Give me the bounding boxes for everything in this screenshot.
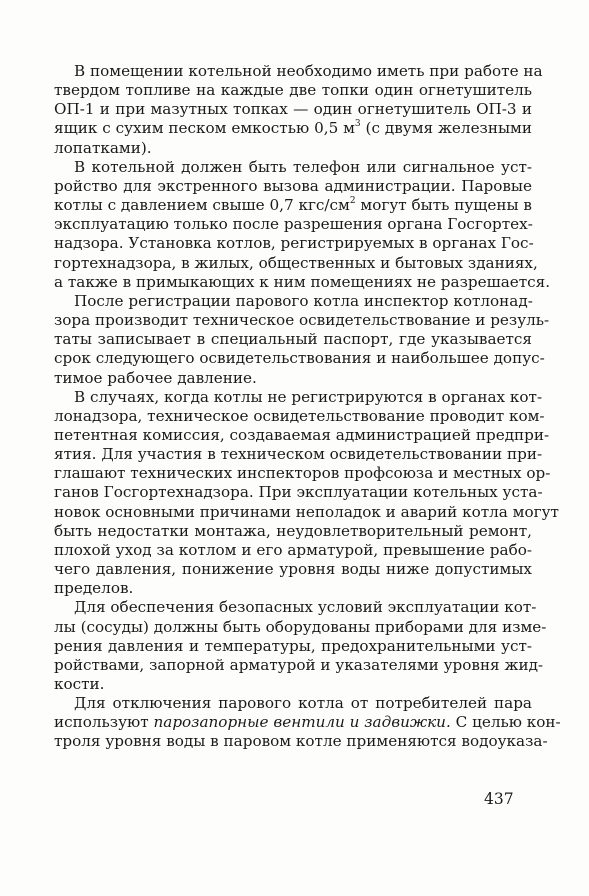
page-number: 437 [484, 790, 514, 808]
text-line: В случаях, когда котлы не регистрируются в органах кот- [74, 387, 543, 406]
text-line: троля уровня воды в паровом котле применяются водоуказа- [54, 732, 548, 751]
text-line: быть недостатки монтажа, неудовлетворительный ремонт, [54, 521, 532, 540]
paragraph [54, 598, 547, 694]
text-segment: котлы с давлением свыше 0,7 кгс/см [54, 196, 350, 215]
paragraph [54, 694, 561, 751]
italic-term: парозапорные вентили и задвижки. [153, 713, 451, 732]
text-line: тимое рабочее давление. [54, 368, 257, 387]
superscript: 2 [349, 196, 356, 207]
paragraph [54, 157, 551, 292]
text-line: пределов. [54, 579, 134, 598]
body-text [54, 62, 561, 752]
text-line: петентная комиссия, создаваемая администрацией предпри- [54, 425, 550, 444]
text-line: зора производит техническое освидетельствование и резуль- [54, 311, 550, 330]
text-line: После регистрации парового котла инспектор котлонад- [74, 291, 533, 310]
text-line: таты записывает в специальный паспорт, где указывается [54, 330, 532, 349]
text-line: твердом топливе на каждые две топки один огнетушитель [54, 81, 532, 100]
text-line: ройство для экстренного вызова администрации. Паровые [54, 176, 532, 195]
text-line: лы (сосуды) должны быть оборудованы приборами для изме- [54, 617, 547, 636]
text-line: лонадзора, техническое освидетельствование проводит ком- [54, 406, 545, 425]
text-line: чего давления, понижение уровня воды ниже допустимых [54, 560, 532, 579]
text-line: новок основными причинами неполадок и аварий котла могут [54, 502, 559, 521]
text-line [54, 119, 532, 138]
text-segment: могут быть пущены в [355, 196, 532, 215]
text-segment: С целью кон- [450, 713, 561, 732]
text-segment: (с двумя железными [360, 119, 532, 138]
superscript: 3 [354, 119, 361, 130]
text-line: В котельной должен быть телефон или сигнальное уст- [74, 157, 532, 176]
text-segment: используют [54, 713, 154, 732]
text-line: плохой уход за котлом и его арматурой, превышение рабо- [54, 540, 532, 559]
text-line: а также в примыкающих к ним помещениях не разрешается. [54, 272, 551, 291]
text-line: ганов Госгортехнадзора. При эксплуатации котельных уста- [54, 483, 543, 502]
text-line: ОП-1 и при мазутных топках — один огнетушитель ОП-3 и [54, 100, 532, 119]
text-line: ройствами, запорной арматурой и указателями уровня жид- [54, 655, 544, 674]
text-line: лопатками). [54, 138, 152, 157]
text-line: эксплуатацию только после разрешения органа Госгортех- [54, 215, 533, 234]
text-line: рения давления и температуры, предохранительными уст- [54, 636, 532, 655]
text-line: В помещении котельной необходимо иметь при работе на [74, 62, 543, 80]
text-line: ятия. Для участия в техническом освидетельствовании при- [54, 445, 543, 464]
text-line: Для обеспечения безопасных условий эксплуатации кот- [74, 598, 537, 617]
paragraph [54, 291, 550, 388]
paragraph [54, 62, 543, 158]
paragraph [54, 387, 559, 599]
text-line: надзора. Установка котлов, регистрируемых в органах Гос- [54, 234, 534, 253]
text-line: Для отключения парового котла от потребителей пара [74, 694, 532, 713]
text-line: гортехнадзора, в жилых, общественных и бытовых зданиях, [54, 253, 538, 272]
text-line: глашают технических инспекторов профсоюза и местных ор- [54, 464, 551, 483]
text-line [54, 196, 532, 215]
text-segment: ящик с сухим песком емкостью 0,5 м [54, 119, 355, 138]
text-line [54, 713, 561, 732]
text-line: срок следующего освидетельствования и наибольшее допус- [54, 349, 545, 368]
text-line: кости. [54, 675, 105, 693]
